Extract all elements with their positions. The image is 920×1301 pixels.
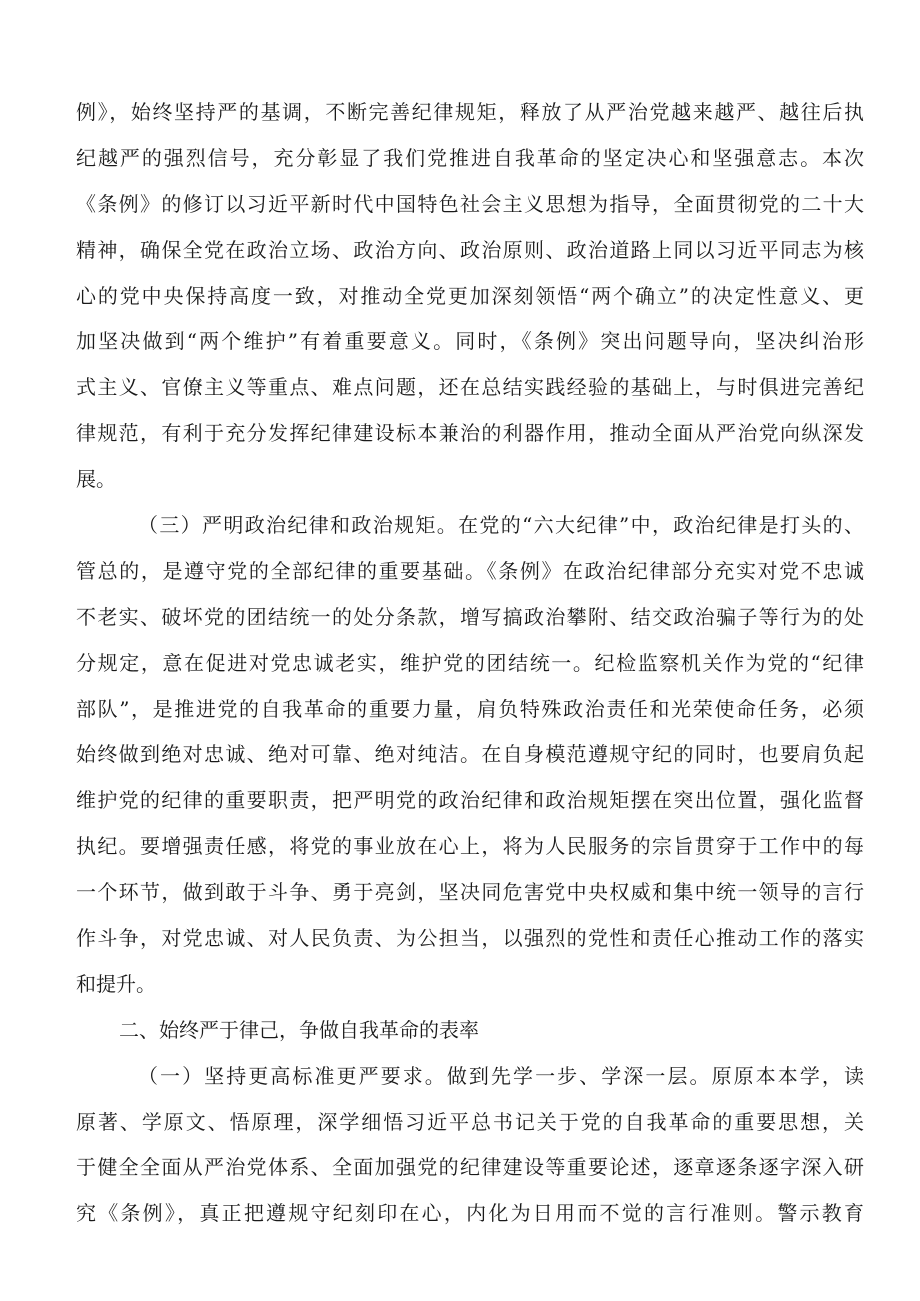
text-line: 《条例》的修订以习近平新时代中国特色社会主义思想为指导，全面贯彻党的二十大 <box>76 191 864 216</box>
text-line: 心的党中央保持高度一致，对推动全党更加深刻领悟“两个确立”的决定性意义、更 <box>76 283 864 308</box>
text-line: 不老实、破坏党的团结统一的处分条款，增写搞政治攀附、结交政治骗子等行为的处 <box>76 604 864 629</box>
text-line: 纪越严的强烈信号，充分彰显了我们党推进自我革命的坚定决心和坚强意志。本次 <box>76 145 864 170</box>
body-text <box>76 92 864 1239</box>
text-line: 加坚决做到“两个维护”有着重要意义。同时，《条例》突出问题导向，坚决纠治形 <box>76 329 864 354</box>
text-line: 始终做到绝对忠诚、绝对可靠、绝对纯洁。在自身模范遵规守纪的同时，也要肩负起 <box>76 742 864 767</box>
text-line: 律规范，有利于充分发挥纪律建设标本兼治的利器作用，推动全面从严治党向纵深发 <box>76 421 864 446</box>
subsection-heading: （三）严明政治纪律和政治规矩。在党的“六大纪律”中，政治纪律是打头的、 <box>138 513 864 538</box>
text-line: 一个环节，做到敢于斗争、勇于亮剑，坚决同危害党中央权威和集中统一领导的言行 <box>76 880 864 905</box>
text-line: 展。 <box>76 467 116 492</box>
text-line: 维护党的纪律的重要职责，把严明党的政治纪律和政治规矩摆在突出位置，强化监督 <box>76 788 864 813</box>
text-line: 原著、学原文、悟原理，深学细悟习近平总书记关于党的自我革命的重要思想，关 <box>76 1109 864 1134</box>
text-line: 分规定，意在促进对党忠诚老实，维护党的团结统一。纪检监察机关作为党的“纪律 <box>76 650 864 675</box>
text-line: 式主义、官僚主义等重点、难点问题，还在总结实践经验的基础上，与时俱进完善纪 <box>76 375 864 400</box>
text-line: 作斗争，对党忠诚、对人民负责、为公担当，以强烈的党性和责任心推动工作的落实 <box>76 926 864 951</box>
text-line: 究《条例》，真正把遵规守纪刻印在心，内化为日用而不觉的言行准则。警示教育 <box>76 1201 864 1226</box>
text-line: 例》，始终坚持严的基调，不断完善纪律规矩，释放了从严治党越来越严、越往后执 <box>76 100 864 124</box>
text-line: 部队”，是推进党的自我革命的重要力量，肩负特殊政治责任和光荣使命任务，必须 <box>76 696 864 721</box>
text-line: 和提升。 <box>76 971 156 996</box>
text-line: 于健全全面从严治党体系、全面加强党的纪律建设等重要论述，逐章逐条逐字深入研 <box>76 1155 864 1180</box>
text-line: 精神，确保全党在政治立场、政治方向、政治原则、政治道路上同以习近平同志为核 <box>76 237 864 262</box>
subsection-heading: （一）坚持更高标准更严要求。做到先学一步、学深一层。原原本本学，读 <box>138 1063 864 1088</box>
text-line: 管总的，是遵守党的全部纪律的重要基础。《条例》在政治纪律部分充实对党不忠诚 <box>76 558 864 583</box>
text-line: 执纪。要增强责任感，将党的事业放在心上，将为人民服务的宗旨贯穿于工作中的每 <box>76 834 864 859</box>
section-heading: 二、始终严于律己，争做自我革命的表率 <box>119 1017 479 1042</box>
